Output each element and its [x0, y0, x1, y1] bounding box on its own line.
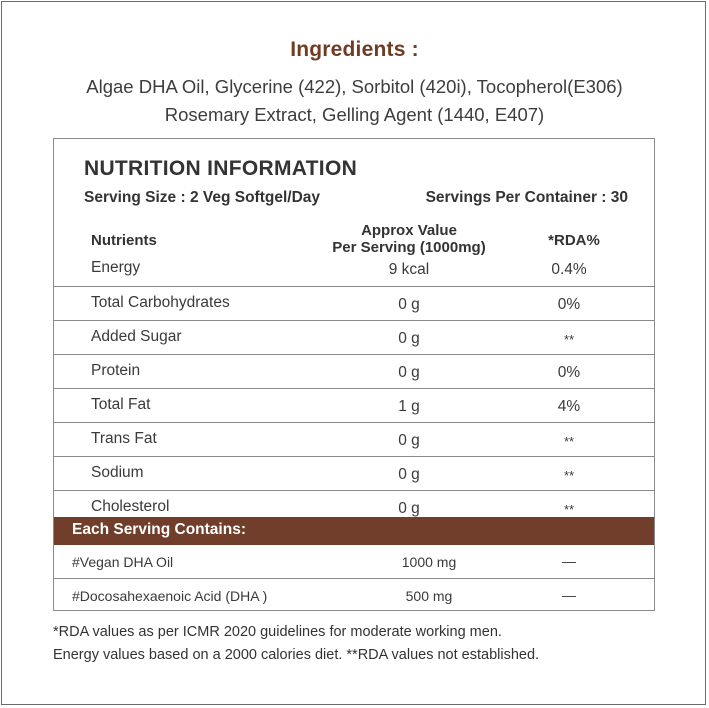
ingredients-line-1: Algae DHA Oil, Glycerine (422), Sorbitol (420i), Tocopherol(E306)	[86, 76, 623, 97]
nutrition-panel	[53, 138, 655, 611]
servings-per-container: Servings Per Container : 30	[425, 189, 628, 206]
nutrient-value: 0 g	[398, 364, 420, 381]
nutrient-name: Total Carbohydrates	[91, 294, 230, 311]
serving-item-name: #Docosahexaenoic Acid (DHA )	[72, 588, 268, 604]
nutrient-name: Total Fat	[91, 396, 151, 413]
serving-item-rda: —	[562, 587, 576, 603]
table-row	[54, 389, 654, 423]
nutrient-name: Added Sugar	[91, 328, 182, 345]
nutrient-rda: **	[563, 502, 575, 517]
table-row	[54, 423, 654, 457]
header-rda: *RDA%	[548, 232, 600, 249]
serving-item-rda: —	[562, 553, 576, 569]
table-row	[54, 254, 654, 287]
each-serving-title: Each Serving Contains:	[72, 521, 246, 538]
table-row	[54, 579, 654, 612]
nutrient-value: 0 g	[398, 330, 420, 347]
nutrient-table	[54, 254, 654, 524]
nutrient-rda: 0%	[557, 296, 581, 313]
nutrient-rda: **	[563, 468, 575, 483]
serving-item-name: #Vegan DHA Oil	[72, 554, 174, 570]
serving-size: Serving Size : 2 Veg Softgel/Day	[84, 189, 321, 206]
nutrient-name: Trans Fat	[91, 430, 157, 447]
nutrient-rda: 4%	[557, 398, 581, 415]
nutrient-value: 0 g	[398, 296, 420, 313]
nutrient-value: 0 g	[398, 432, 420, 449]
nutrient-value: 1 g	[398, 398, 420, 415]
header-nutrients: Nutrients	[91, 232, 157, 249]
serving-item-value: 500 mg	[405, 588, 453, 604]
nutrient-value: 0 g	[398, 466, 420, 483]
nutrient-name: Energy	[91, 259, 141, 276]
header-approx-value	[309, 222, 509, 256]
footnote-energy: Energy values based on a 2000 calories diet. **RDA values not established.	[53, 647, 540, 663]
ingredients-line-2: Rosemary Extract, Gelling Agent (1440, E407)	[164, 104, 545, 125]
table-row	[54, 545, 654, 579]
table-row	[54, 321, 654, 355]
nutrient-value: 0 g	[398, 500, 420, 517]
header-approx-line-1: Approx Value	[361, 222, 457, 239]
table-row	[54, 457, 654, 491]
footnote-rda: *RDA values as per ICMR 2020 guidelines for moderate working men.	[53, 624, 502, 640]
table-row	[54, 287, 654, 321]
nutrient-rda: **	[563, 434, 575, 449]
nutrient-name: Protein	[91, 362, 141, 379]
nutrient-rda: 0.4%	[551, 261, 587, 278]
nutrient-rda: **	[563, 332, 575, 347]
nutrient-rda: 0%	[557, 364, 581, 381]
ingredients-title: Ingredients :	[290, 38, 419, 61]
nutrition-title: NUTRITION INFORMATION	[84, 157, 358, 180]
header-approx-line-2: Per Serving (1000mg)	[332, 239, 486, 256]
nutrient-value: 9 kcal	[388, 261, 430, 278]
each-serving-header	[54, 517, 654, 545]
serving-item-value: 1000 mg	[401, 554, 457, 570]
nutrient-name: Sodium	[91, 464, 144, 481]
table-row	[54, 355, 654, 389]
nutrient-name: Cholesterol	[91, 498, 170, 515]
